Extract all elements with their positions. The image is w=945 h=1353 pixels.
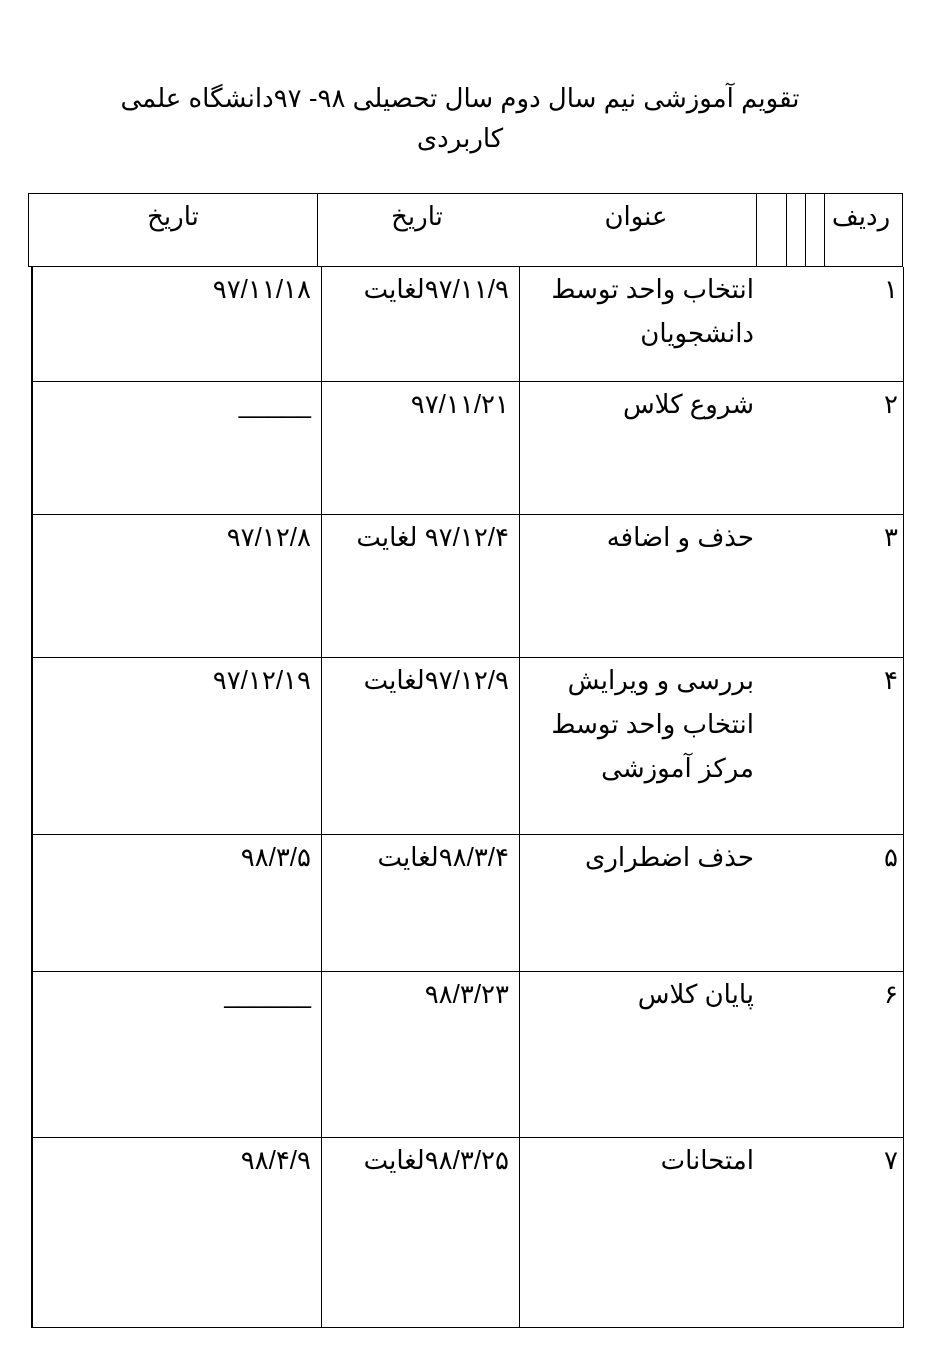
row-start-date: ۹۷/۱۱/۲۱: [321, 382, 519, 514]
row-start-date: ۹۷/۱۲/۴ لغایت: [321, 515, 519, 657]
row-number: ۱: [884, 274, 898, 304]
row-end-date: ۹۸/۳/۵: [32, 835, 321, 971]
table-row: [31, 972, 904, 1138]
table-header: [28, 193, 903, 267]
table-row: [31, 1138, 904, 1328]
header-divider: [756, 194, 757, 266]
row-number: ۷: [884, 1145, 898, 1175]
header-divider: [317, 194, 318, 266]
header-row-no: ردیف: [831, 201, 891, 231]
table-row: [31, 382, 904, 515]
table-row: [31, 835, 904, 972]
row-start-date: ۹۸/۳/۲۵لغایت: [321, 1138, 519, 1327]
table-row: [31, 515, 904, 658]
row-start-date: ۹۸/۳/۴لغایت: [321, 835, 519, 971]
row-subject: پایان کلاس: [519, 972, 760, 1137]
row-number: ۲: [884, 389, 898, 419]
row-end-date: ۹۸/۴/۹: [32, 1138, 321, 1327]
table-row: [31, 658, 904, 835]
header-divider: [824, 194, 825, 266]
header-date-end: تاریخ: [147, 201, 199, 231]
row-end-date: ______: [32, 972, 321, 1137]
row-subject: امتحانات: [519, 1138, 760, 1327]
row-end-date: _____: [32, 382, 321, 514]
row-subject: حذف و اضافه: [519, 515, 760, 657]
row-start-date: ۹۷/۱۲/۹لغایت: [321, 658, 519, 834]
row-end-date: ۹۷/۱۲/۱۹: [32, 658, 321, 834]
header-subject: عنوان: [604, 201, 668, 231]
row-start-date: ۹۸/۳/۲۳: [321, 972, 519, 1137]
header-divider: [805, 194, 806, 266]
row-subject: شروع کلاس: [519, 382, 760, 514]
header-date-start: تاریخ: [391, 201, 443, 231]
row-end-date: ۹۷/۱۲/۸: [32, 515, 321, 657]
title-line-1: تقویم آموزشی نیم سال دوم سال تحصیلی ۹۸- ۹۷دانشگاه علمی: [120, 83, 800, 113]
row-subject: انتخاب واحد توسط دانشجویان: [519, 267, 760, 381]
row-subject: بررسی و ویرایش انتخاب واحد توسط مرکز آموزشی: [519, 658, 760, 834]
header-divider: [786, 194, 787, 266]
row-end-date: ۹۷/۱۱/۱۸: [32, 267, 321, 381]
title-line-2: کاربردی: [416, 123, 504, 153]
table-row: [31, 267, 904, 382]
row-number: ۵: [884, 842, 898, 872]
row-start-date: ۹۷/۱۱/۹لغایت: [321, 267, 519, 381]
document-title: [110, 78, 810, 158]
row-subject: حذف اضطراری: [519, 835, 760, 971]
row-number: ۶: [884, 979, 898, 1009]
row-number: ۳: [884, 522, 898, 552]
row-number: ۴: [884, 665, 898, 695]
